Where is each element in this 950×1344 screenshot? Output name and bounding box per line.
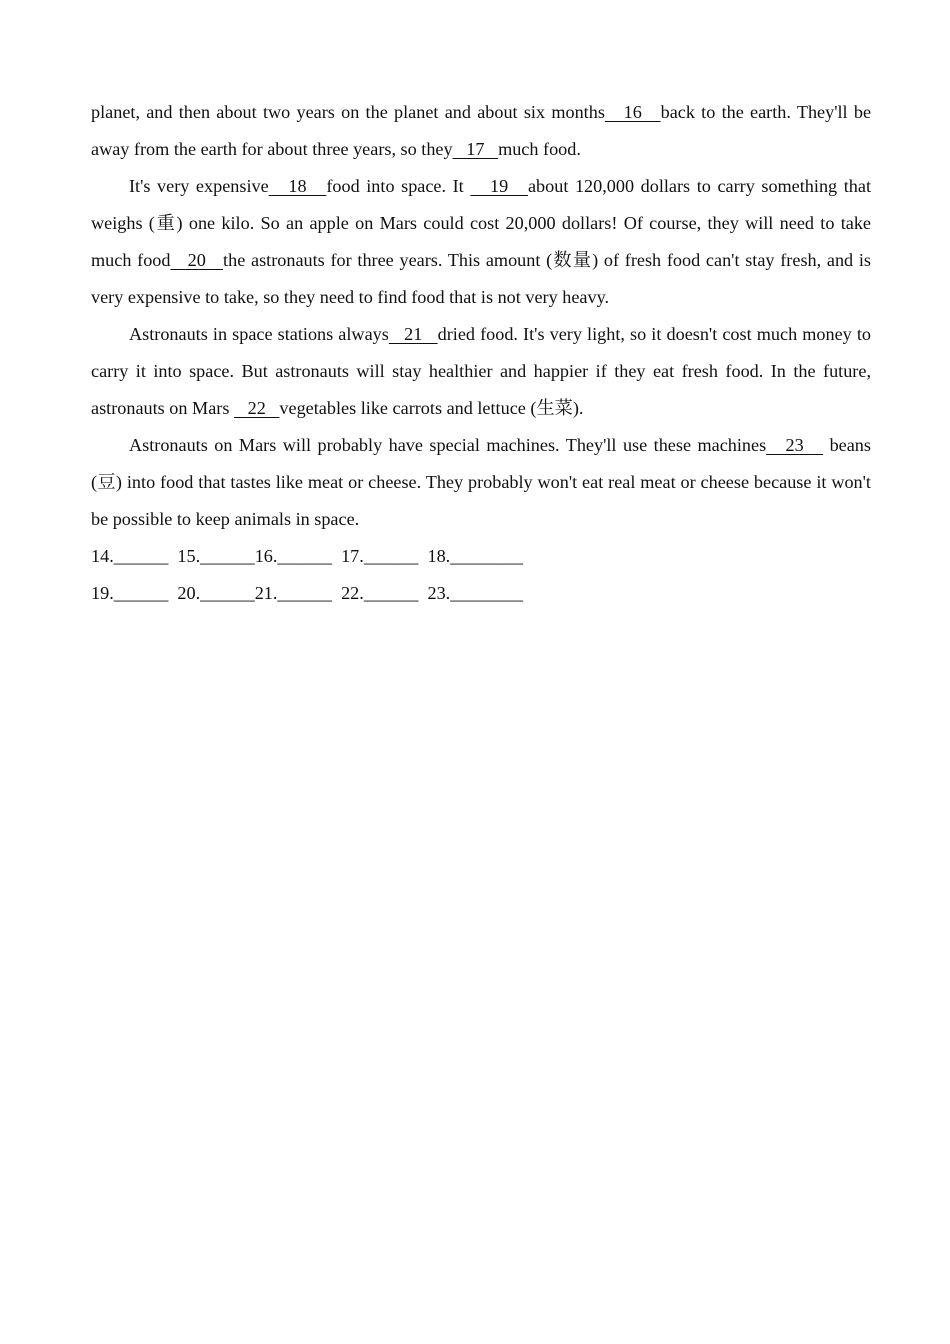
passage-text: back to the earth. They'll be away from the earth for about three years, so they <box>91 102 872 159</box>
passage-text: much food. <box>498 139 581 159</box>
passage-text: beans (豆) into food that tastes like meat or cheese. They probably won't eat real meat or cheese because it won't be possible to keep animals in space. <box>91 435 871 529</box>
blank-23: 23 <box>766 435 824 455</box>
answer-line-1: 14.______ 15.______16.______ 17.______ 18.________ <box>91 546 523 566</box>
passage-paragraph-4 <box>91 427 871 538</box>
blank-22: 22 <box>233 398 280 418</box>
passage-text: the astronauts for three years. This amount (数量) of fresh food can't stay fresh, and is very expensive to take, so they need to find food that is not very heavy. <box>91 250 872 307</box>
blank-21: 21 <box>388 324 438 344</box>
blank-17: 17 <box>452 139 499 159</box>
passage-paragraph-3 <box>91 316 871 427</box>
passage-text: about 120,000 dollars to carry something that weighs (重) one kilo. So an apple on Mars could cost 20,000 dollars! Of course, they will need to take much food <box>91 176 871 270</box>
blank-18: 18 <box>268 176 327 196</box>
passage-text: food into space. It <box>326 176 471 196</box>
passage-text: dried food. It's very light, so it doesn't cost much money to carry it into space. But astronauts will stay healthier and happier if they eat fresh food. In the future, astronauts on Mars <box>91 324 872 418</box>
answer-line-2: 19.______ 20.______21.______ 22.______ 23.________ <box>91 583 523 603</box>
blank-16: 16 <box>604 102 661 122</box>
passage-text: planet, and then about two years on the planet and about six months <box>91 102 605 122</box>
blank-20: 20 <box>170 250 224 270</box>
passage-paragraph-2 <box>91 168 871 316</box>
passage-text: vegetables like carrots and lettuce (生菜). <box>279 398 584 418</box>
blank-19: 19 <box>470 176 528 196</box>
passage-paragraph-1 <box>91 94 871 168</box>
passage-text: Astronauts on Mars will probably have special machines. They'll use these machines <box>129 435 767 455</box>
passage-text: Astronauts in space stations always <box>129 324 389 344</box>
document-page <box>91 94 871 612</box>
passage-text: It's very expensive <box>129 176 269 196</box>
